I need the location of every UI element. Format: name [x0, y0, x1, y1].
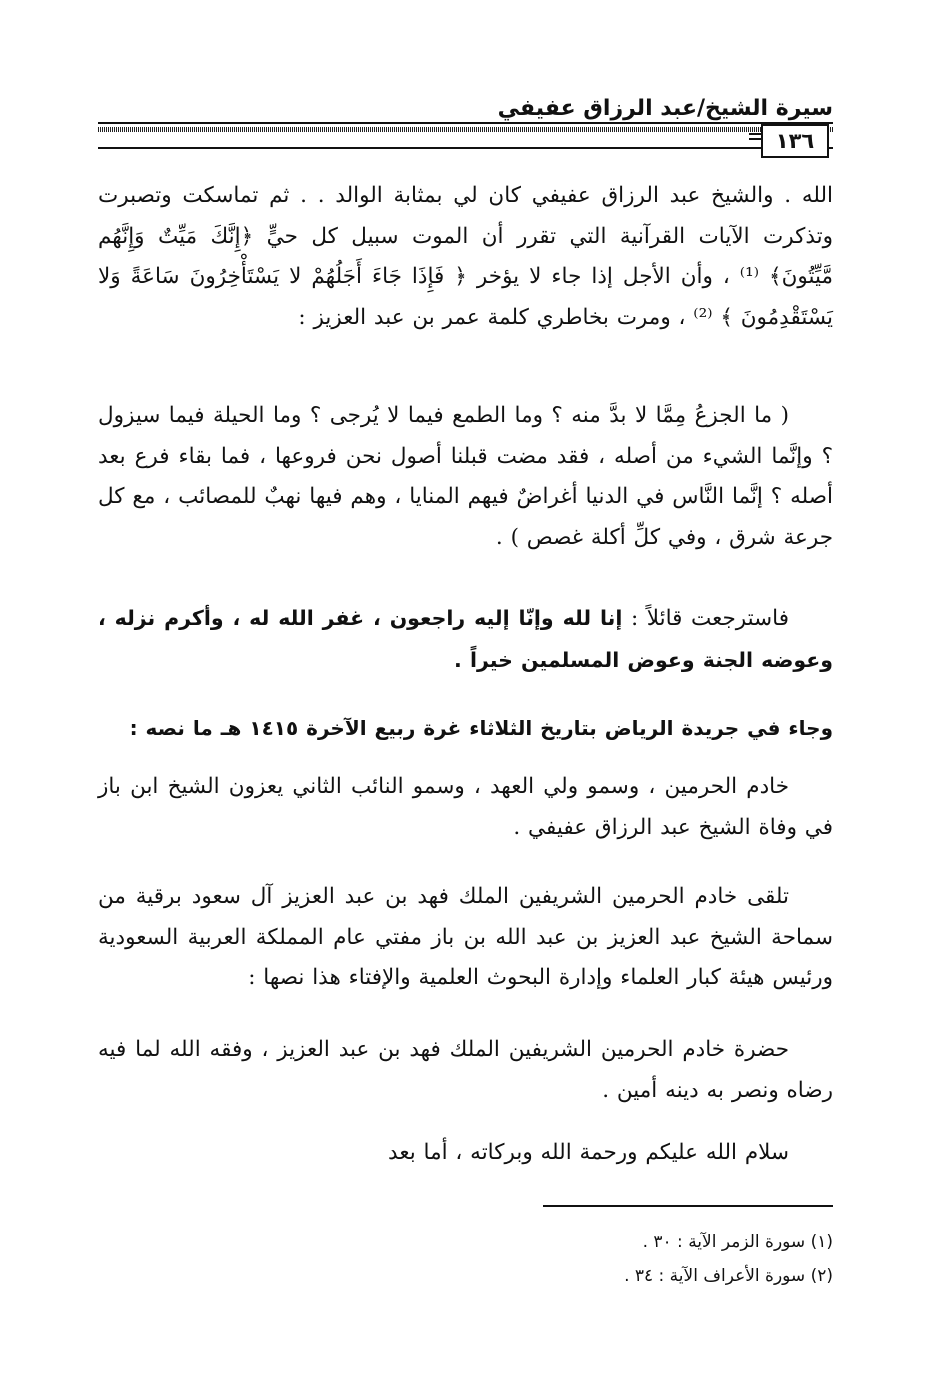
paragraph-greeting: سلام الله عليكم ورحمة الله وبركاته ، أما بعد — [388, 1140, 789, 1165]
istirja-prayer: إنا لله وإنّا إليه راجعون ، غفر الله له ، وأكرم نزله ، وعوضه الجنة وعوض المسلمين خيراً . — [98, 606, 833, 672]
header-rule — [98, 122, 833, 124]
running-title: سيرة الشيخ/عبد الرزاق عفيفي — [497, 96, 833, 121]
footnote-separator — [543, 1205, 833, 1207]
istirja-lead: فاسترجعت قائلاً : — [622, 606, 790, 631]
paragraph-istirja — [98, 598, 833, 681]
paragraph-address: حضرة خادم الحرمين الشريفين الملك فهد بن عبد العزيز ، وفقه الله لما فيه رضاه ونصر به دينه أمين . — [98, 1037, 833, 1103]
paragraph-quote-umar: ( ما الجزعُ مِمَّا لا بدَّ منه ؟ وما الطمع فيما لا يُرجى ؟ وما الحيلة فيما سيزول ؟ وإنَّما الشيء من أصله ، فقد مضت قبلنا أصول نحن فروعها ، فما بقاء فرع بعد أصله ؟ إنَّما النَّاس في الدنيا أغراضٌ فيهم المنايا ، وهم فيها نهبٌ للمصائب ، مع كل جرعة شرق ، وفي كلِّ أكلة غصص ) . — [98, 403, 833, 550]
paragraph-telegram-intro: تلقى خادم الحرمين الشريفين الملك فهد بن عبد العزيز آل سعود برقية من سماحة الشيخ عبد العزيز بن عبد الله بن باز مفتي عام المملكة العربية السعودية ورئيس هيئة كبار العلماء وإدارة البحوث العلمية والإفتاء هذا نصها : — [98, 884, 833, 990]
paragraph-news-title: خادم الحرمين ، وسمو ولي العهد ، وسمو النائب الثاني يعزون الشيخ ابن باز في وفاة الشيخ عبد الرزاق عفيفي . — [98, 774, 833, 840]
header-hatch-rule — [98, 127, 833, 132]
header-rule-lower — [98, 147, 833, 149]
page-number: ١٣٦ — [761, 124, 829, 158]
paragraph-condolence: الله . والشيخ عبد الرزاق عفيفي كان لي بمثابة الوالد . . ثم تماسكت وتصبرت وتذكرت الآيات القرآنية التي تقرر أن الموت سبيل كل حيٍّ ﴿إِنَّكَ مَيِّتٌ وَإِنَّهُم مَّيِّتُونَ﴾ ⁽¹⁾ ، وأن الأجل إذا جاء لا يؤخر ﴿ فَإِذَا جَاءَ أَجَلُهُمْ لا يَسْتَأْخِرُونَ سَاعَةً وَلا يَسْتَقْدِمُونَ ﴾ ⁽²⁾ ، ومرت بخاطري كلمة عمر بن عبد العزيز : — [98, 183, 833, 330]
footnote-2: (٢) سورة الأعراف الآية : ٣٤ . — [624, 1266, 833, 1286]
newspaper-heading: وجاء في جريدة الرياض بتاريخ الثلاثاء غرة ربيع الآخرة ١٤١٥ هـ ما نصه : — [129, 716, 833, 740]
footnote-1: (١) سورة الزمر الآية : ٣٠ . — [642, 1232, 833, 1252]
